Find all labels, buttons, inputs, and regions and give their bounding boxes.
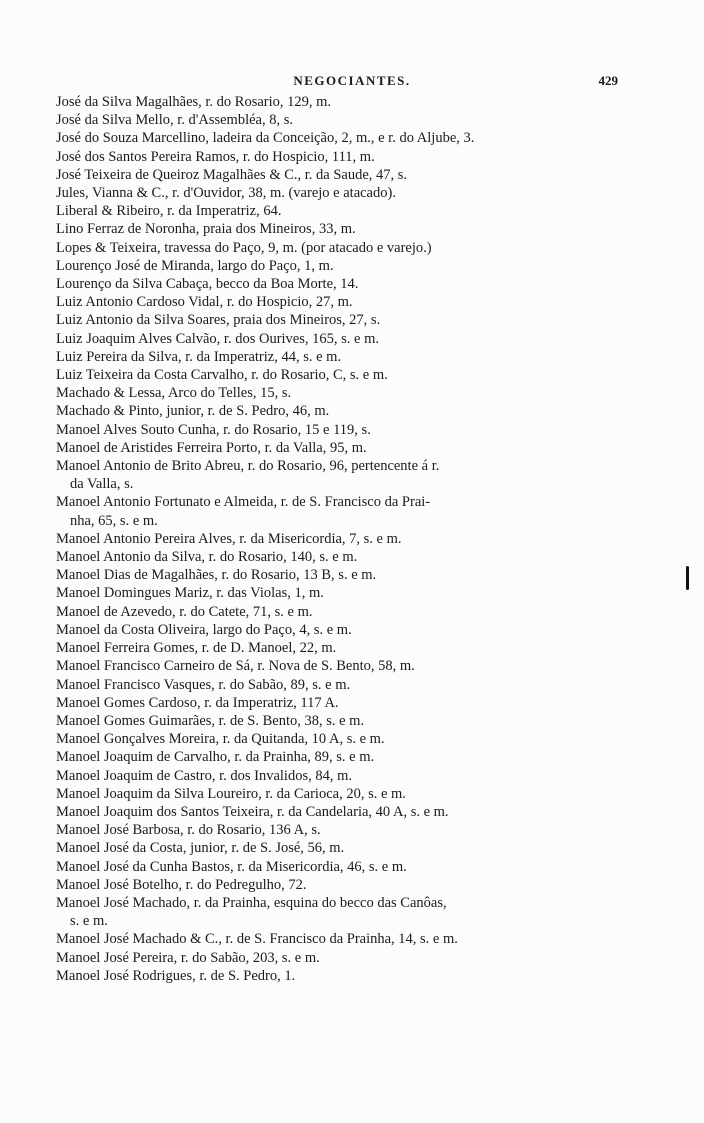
- list-item: [56, 894, 626, 930]
- entry-text: Luiz Pereira da Silva, r. da Imperatriz, 44, s. e m.: [56, 348, 342, 365]
- entry-text: Machado & Lessa, Arco do Telles, 15, s.: [56, 385, 292, 402]
- entry-text: Manoel de Aristides Ferreira Porto, r. da Valla, 95, m.: [56, 439, 367, 456]
- entry-text: Machado & Pinto, junior, r. de S. Pedro, 46, m.: [56, 403, 330, 420]
- list-item: [56, 275, 626, 293]
- list-item: [56, 421, 626, 439]
- entry-text: Jules, Vianna & C., r. d'Ouvidor, 38, m. (varejo e atacado).: [56, 185, 396, 202]
- entry-text: Manoel José Barbosa, r. do Rosario, 136 A, s.: [56, 822, 321, 839]
- list-item: [56, 93, 626, 111]
- entry-text: Luiz Antonio Cardoso Vidal, r. do Hospicio, 27, m.: [56, 294, 353, 311]
- list-item: [56, 949, 626, 967]
- list-item: [56, 166, 626, 184]
- entry-text: José Teixeira de Queiroz Magalhães & C., r. da Saude, 47, s.: [56, 166, 408, 183]
- list-item: [56, 111, 626, 129]
- list-item: [56, 348, 626, 366]
- list-item: [56, 858, 626, 876]
- list-item: [56, 184, 626, 202]
- entry-text: Manoel Dias de Magalhães, r. do Rosario, 13 B, s. e m.: [56, 567, 377, 584]
- entry-text: José do Souza Marcellino, ladeira da Conceição, 2, m., e r. do Aljube, 3.: [56, 130, 475, 147]
- list-item: [56, 366, 626, 384]
- list-item: [56, 639, 626, 657]
- list-item: [56, 967, 626, 985]
- entry-text: Manoel José Botelho, r. do Pedregulho, 72.: [56, 876, 307, 893]
- entry-text: Manoel Joaquim de Castro, r. dos Invalidos, 84, m.: [56, 767, 353, 784]
- entry-text: Lourenço José de Miranda, largo do Paço, 1, m.: [56, 257, 334, 274]
- list-item: [56, 402, 626, 420]
- entry-text: Manoel Gomes Guimarães, r. de S. Bento, 38, s. e m.: [56, 712, 365, 729]
- list-item: [56, 439, 626, 457]
- list-item: [56, 293, 626, 311]
- entry-text: Lourenço da Silva Cabaça, becco da Boa Morte, 14.: [56, 276, 359, 293]
- list-item: [56, 257, 626, 275]
- list-item: [56, 803, 626, 821]
- margin-mark: [686, 566, 689, 590]
- list-item: [56, 930, 626, 948]
- list-item: [56, 821, 626, 839]
- entry-text: Manoel Gomes Cardoso, r. da Imperatriz, 117 A.: [56, 694, 339, 711]
- list-item: [56, 311, 626, 329]
- entry-text: Manoel Gonçalves Moreira, r. da Quitanda, 10 A, s. e m.: [56, 731, 385, 748]
- list-item: [56, 548, 626, 566]
- entry-text: Lino Ferraz de Noronha, praia dos Mineiros, 33, m.: [56, 221, 356, 238]
- entry-text: Lopes & Teixeira, travessa do Paço, 9, m. (por atacado e varejo.): [56, 239, 432, 256]
- entry-text: Manoel Domingues Mariz, r. das Violas, 1, m.: [56, 585, 324, 602]
- list-item: [56, 603, 626, 621]
- page-title: NEGOCIANTES.: [293, 73, 411, 88]
- entry-text: Manoel Antonio Fortunato e Almeida, r. de S. Francisco da Prai-: [56, 494, 431, 511]
- list-item: [56, 712, 626, 730]
- list-item: [56, 330, 626, 348]
- entry-text: Manoel de Azevedo, r. do Catete, 71, s. e m.: [56, 603, 313, 620]
- list-item: [56, 148, 626, 166]
- entry-text: Manoel Francisco Carneiro de Sá, r. Nova de S. Bento, 58, m.: [56, 658, 415, 675]
- list-item: [56, 767, 626, 785]
- entry-continuation: nha, 65, s. e m.: [70, 512, 158, 529]
- entry-text: Manoel José Machado & C., r. de S. Francisco da Prainha, 14, s. e m.: [56, 931, 458, 948]
- entry-text: Manoel Joaquim dos Santos Teixeira, r. da Candelaria, 40 A, s. e m.: [56, 803, 449, 820]
- list-item: [56, 584, 626, 602]
- list-item: [56, 493, 626, 529]
- list-item: [56, 621, 626, 639]
- list-item: [56, 530, 626, 548]
- entry-continuation: da Valla, s.: [70, 476, 134, 493]
- list-item: [56, 220, 626, 238]
- entry-text: Luiz Antonio da Silva Soares, praia dos Mineiros, 27, s.: [56, 312, 381, 329]
- page-number: 429: [598, 73, 618, 88]
- list-item: [56, 785, 626, 803]
- entry-text: José da Silva Mello, r. d'Assembléa, 8, s.: [56, 112, 294, 129]
- entry-text: Liberal & Ribeiro, r. da Imperatriz, 64.: [56, 203, 282, 220]
- list-item: [56, 566, 626, 584]
- merchant-list: [56, 93, 626, 985]
- entry-text: Manoel Ferreira Gomes, r. de D. Manoel, 22, m.: [56, 640, 337, 657]
- list-item: [56, 657, 626, 675]
- entry-text: Luiz Joaquim Alves Calvão, r. dos Ourives, 165, s. e m.: [56, 330, 379, 347]
- entry-continuation: s. e m.: [70, 913, 108, 930]
- entry-text: José dos Santos Pereira Ramos, r. do Hospicio, 111, m.: [56, 148, 375, 165]
- list-item: [56, 730, 626, 748]
- entry-text: Manoel Antonio da Silva, r. do Rosario, 140, s. e m.: [56, 549, 358, 566]
- entry-text: Manoel da Costa Oliveira, largo do Paço, 4, s. e m.: [56, 621, 352, 638]
- entry-text: Luiz Teixeira da Costa Carvalho, r. do Rosario, C, s. e m.: [56, 367, 388, 384]
- entry-text: Manoel José Rodrigues, r. de S. Pedro, 1.: [56, 967, 296, 984]
- entry-text: José da Silva Magalhães, r. do Rosario, 129, m.: [56, 94, 332, 110]
- entry-text: Manoel Antonio de Brito Abreu, r. do Rosario, 96, pertencente á r.: [56, 458, 440, 475]
- list-item: [56, 384, 626, 402]
- entry-text: Manoel Antonio Pereira Alves, r. da Misericordia, 7, s. e m.: [56, 530, 402, 547]
- list-item: [56, 457, 626, 493]
- entry-text: Manoel José Pereira, r. do Sabão, 203, s. e m.: [56, 949, 320, 966]
- list-item: [56, 202, 626, 220]
- entry-text: Manoel Francisco Vasques, r. do Sabão, 89, s. e m.: [56, 676, 351, 693]
- entry-text: Manoel Joaquim de Carvalho, r. da Prainha, 89, s. e m.: [56, 749, 375, 766]
- page-header: [0, 70, 704, 94]
- list-item: [56, 676, 626, 694]
- list-item: [56, 876, 626, 894]
- entry-text: Manoel José Machado, r. da Prainha, esquina do becco das Canôas,: [56, 894, 447, 911]
- entry-text: Manoel Joaquim da Silva Loureiro, r. da Carioca, 20, s. e m.: [56, 785, 406, 802]
- entry-text: Manoel José da Costa, junior, r. de S. José, 56, m.: [56, 840, 345, 857]
- entry-text: Manoel José da Cunha Bastos, r. da Misericordia, 46, s. e m.: [56, 858, 407, 875]
- list-item: [56, 129, 626, 147]
- list-item: [56, 839, 626, 857]
- list-item: [56, 239, 626, 257]
- entry-text: Manoel Alves Souto Cunha, r. do Rosario, 15 e 119, s.: [56, 421, 371, 438]
- list-item: [56, 748, 626, 766]
- list-item: [56, 694, 626, 712]
